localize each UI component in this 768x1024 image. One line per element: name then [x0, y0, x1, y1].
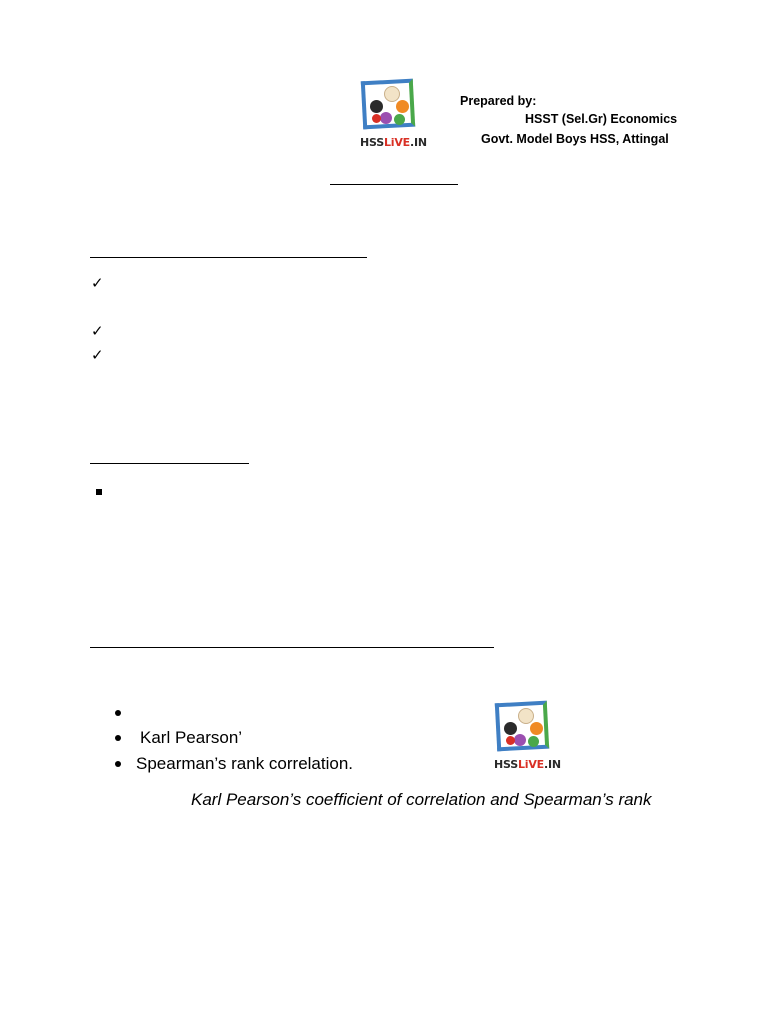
caption-text: Karl Pearson’s coefficient of correlation and Spearman’s rank: [191, 790, 652, 809]
logo-figure-green: [528, 736, 539, 747]
logo-figure-red: [506, 736, 515, 745]
logo-figure-purple: [514, 734, 526, 746]
logo-figure-red: [372, 114, 381, 123]
section-underline-3: [90, 647, 494, 648]
logo-figure-dark: [504, 722, 517, 735]
hsslive-logo-top: [358, 80, 427, 152]
check-bullet-icon: ✓: [91, 274, 104, 292]
square-bullet-icon: [96, 489, 102, 495]
check-bullet-icon: ✓: [91, 322, 104, 340]
dot-bullet-icon: [115, 735, 121, 741]
hsslive-logo-bottom: [492, 702, 561, 774]
section-underline-1: [90, 257, 367, 258]
logo-figure-purple: [380, 112, 392, 124]
school-text: Govt. Model Boys HSS, Attingal: [481, 132, 669, 146]
logo-brand-text: HSSLiVE.IN: [360, 136, 427, 149]
dot-bullet-icon: [115, 710, 121, 716]
logo-figure-orange: [396, 100, 409, 113]
logo-figure-green: [394, 114, 405, 125]
section-underline-2: [90, 463, 249, 464]
logo-brand-text: HSSLiVE.IN: [494, 758, 561, 771]
list-item-spearman: Spearman’s rank correlation.: [136, 754, 354, 773]
title-underline: [330, 184, 458, 185]
dot-bullet-icon: [115, 761, 121, 767]
logo-figure-dark: [370, 100, 383, 113]
list-item-karl-pearson: Karl Pearson’: [140, 728, 243, 747]
designation-text: HSST (Sel.Gr) Economics: [525, 112, 678, 126]
logo-figure-cream: [518, 708, 534, 724]
logo-figure-cream: [384, 86, 400, 102]
logo-figure-orange: [530, 722, 543, 735]
check-bullet-icon: ✓: [91, 346, 104, 364]
prepared-by-label: Prepared by:: [460, 94, 537, 108]
